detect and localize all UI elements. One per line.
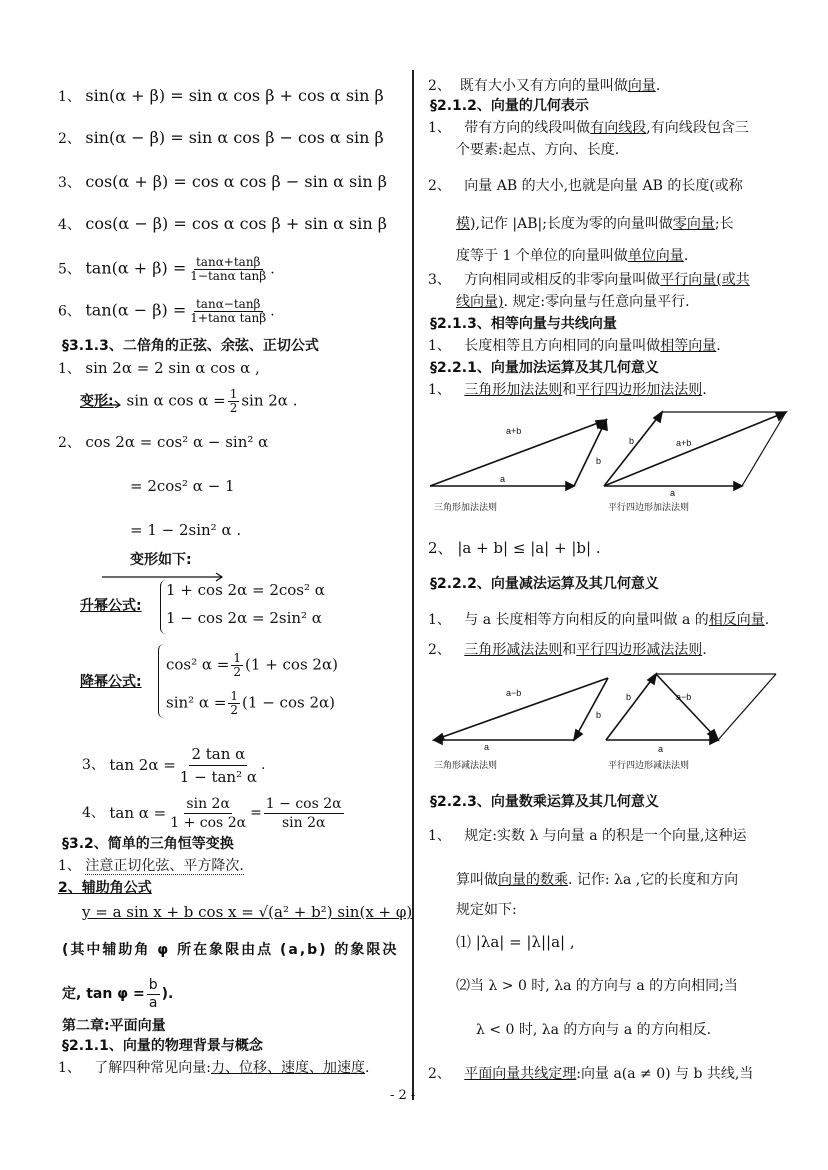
item-number: 1、 bbox=[428, 828, 451, 844]
chapter-title: 第二章:平面向量 bbox=[62, 1018, 166, 1034]
note-text: ,有向线段包含三 bbox=[646, 120, 749, 136]
formula-text: cos² α = bbox=[166, 655, 230, 674]
list-item bbox=[58, 856, 244, 876]
formula-text: sin α cos α = bbox=[126, 391, 226, 410]
label-b: b bbox=[626, 692, 632, 702]
list-item bbox=[58, 1058, 369, 1078]
label-a: a bbox=[500, 474, 506, 484]
term: 单位向量 bbox=[627, 248, 684, 264]
note-text: ). bbox=[161, 986, 174, 1002]
double-angle-line-1 bbox=[58, 358, 260, 379]
label-a-minus-b: a−b bbox=[676, 692, 692, 702]
vector-types: 力、位移、速度、加速度 bbox=[211, 1060, 365, 1076]
vector-addition-figure bbox=[424, 402, 794, 520]
term: 有向线段 bbox=[590, 120, 647, 136]
note-text: :向量 a(a ≠ 0) 与 b 共线,当 bbox=[576, 1066, 754, 1082]
note-text: . bbox=[764, 612, 770, 628]
formula-text: cos 2α = cos² α − sin² α bbox=[85, 433, 269, 451]
item-number: 1、 bbox=[428, 382, 451, 398]
figure-caption: 平行四边形加法法则 bbox=[608, 502, 690, 512]
auxiliary-angle-note-1: (其中辅助角 φ 所在象限由点 (a,b) 的象限决 bbox=[62, 942, 399, 958]
fraction bbox=[231, 652, 243, 679]
column-divider bbox=[412, 70, 414, 1100]
item-number: 2、 bbox=[428, 78, 451, 94]
term: 三角形加法法则 bbox=[464, 382, 563, 398]
tan-double-angle bbox=[82, 740, 265, 790]
fraction bbox=[228, 388, 240, 415]
vector-b bbox=[606, 674, 656, 740]
list-item-continuation bbox=[456, 292, 690, 312]
lower-power-label: 降幂公式: bbox=[80, 674, 142, 690]
fraction-denominator: 1+tanα tanβ bbox=[190, 311, 267, 325]
list-item bbox=[428, 1064, 753, 1084]
list-item bbox=[428, 610, 769, 630]
label-b: b bbox=[596, 710, 602, 720]
term: 相反向量 bbox=[708, 612, 765, 628]
auxiliary-angle-formula: y = a sin x + b cos x = √(a² + b²) sin(x + φ) bbox=[82, 903, 413, 921]
list-item bbox=[428, 380, 707, 400]
label-a-plus-b: a+b bbox=[676, 438, 692, 448]
double-angle-line-2b: = 2cos² α − 1 bbox=[130, 477, 235, 495]
term: 相等向量 bbox=[660, 338, 717, 354]
note-text: . bbox=[655, 78, 661, 94]
note-text: 注意正切化弦、平方降次. bbox=[85, 858, 244, 874]
fraction-denominator: 1 + cos 2α bbox=[170, 814, 247, 831]
formula-text: sin 2α . bbox=[241, 391, 298, 410]
label-a: a bbox=[670, 488, 676, 498]
double-angle-line-2c: = 1 − 2sin² α . bbox=[130, 521, 242, 539]
term: 向量 bbox=[627, 78, 656, 94]
fraction bbox=[264, 795, 344, 832]
term: 模 bbox=[456, 216, 470, 232]
list-item-continuation bbox=[456, 214, 734, 234]
vector-a-minus-b bbox=[656, 674, 718, 740]
fraction-denominator: 2 bbox=[233, 665, 242, 679]
fraction-numerator: tanα+tanβ bbox=[195, 255, 261, 269]
raise-power-label: 升幂公式: bbox=[80, 598, 142, 614]
item-number: 2、 bbox=[428, 539, 453, 557]
fraction-numerator: b bbox=[148, 976, 158, 993]
note-text: 了解四种常见向量: bbox=[94, 1060, 211, 1076]
item-number: 6、 bbox=[58, 303, 81, 320]
term: 平行四边形加法法则 bbox=[576, 382, 703, 398]
fraction-numerator: sin 2α bbox=[186, 795, 230, 812]
formula-line-1 bbox=[58, 86, 384, 107]
formula-text: |a + b| ≤ |a| + |b| . bbox=[457, 539, 601, 557]
auxiliary-angle-title: 2、辅助角公式 bbox=[58, 880, 152, 896]
item-number: 4、 bbox=[58, 217, 81, 233]
formula-line-3 bbox=[58, 172, 387, 193]
term: 平行向量(或共 bbox=[660, 272, 750, 288]
formula-end: . bbox=[270, 261, 275, 278]
auxiliary-angle-note-2 bbox=[62, 976, 173, 1012]
double-angle-line-2 bbox=[58, 432, 268, 453]
figure-caption: 平行四边形减法法则 bbox=[608, 760, 690, 770]
item-number: 5、 bbox=[58, 261, 81, 278]
label-a: a bbox=[658, 744, 664, 754]
formula-text: sin² α = bbox=[166, 693, 227, 712]
fraction-numerator: 2 tan α bbox=[189, 743, 247, 766]
note-text: 长度相等且方向相同的向量叫做 bbox=[464, 338, 661, 354]
label-b: b bbox=[596, 456, 602, 466]
item-number: 1、 bbox=[428, 612, 451, 628]
note-text: 与 a 长度相等方向相反的向量叫做 a 的 bbox=[464, 612, 709, 628]
item-number: 1、 bbox=[428, 120, 451, 136]
note-text: 既有大小又有方向的量叫做 bbox=[459, 78, 628, 94]
item-number: 1、 bbox=[58, 1060, 81, 1076]
arrowhead bbox=[434, 734, 444, 740]
item-number: 3、 bbox=[82, 757, 105, 773]
brace-icon bbox=[158, 644, 165, 718]
list-item bbox=[428, 270, 750, 290]
rule-ii-a: ⑵当 λ > 0 时, λa 的方向与 a 的方向相同;当 bbox=[456, 978, 738, 994]
tan-half-angle bbox=[82, 792, 346, 834]
term: 平行四边形减法法则 bbox=[576, 642, 703, 658]
term: 向量的数乘 bbox=[498, 872, 568, 888]
formula-text: tan(α − β) = bbox=[85, 300, 187, 320]
lower-power-formula-2 bbox=[166, 690, 335, 717]
formula-text: tan(α + β) = bbox=[85, 258, 187, 278]
rule-i: ⑴ |λa| = |λ||a| , bbox=[456, 933, 575, 951]
section-heading-2-2-1: §2.2.1、向量加法运算及其几何意义 bbox=[430, 360, 659, 376]
note-text: 规定:实数 λ 与向量 a 的积是一个向量,这种运 bbox=[464, 828, 747, 844]
formula-text: (1 + cos 2α) bbox=[245, 655, 338, 674]
fraction-numerator: 1 bbox=[233, 651, 242, 665]
lower-power-formula-1 bbox=[166, 652, 338, 679]
fraction bbox=[188, 298, 268, 325]
figure-caption: 三角形加法法则 bbox=[434, 502, 498, 512]
label-b: b bbox=[629, 436, 635, 446]
note-text: . bbox=[702, 642, 707, 658]
list-item bbox=[428, 640, 707, 660]
formula-text: sin(α + β) = sin α cos β + cos α sin β bbox=[85, 86, 384, 105]
item-number: 1、 bbox=[58, 89, 81, 105]
term: 三角形减法法则 bbox=[464, 642, 563, 658]
term: 线向量) bbox=[456, 294, 504, 310]
formula-end: . bbox=[270, 303, 275, 320]
item-number: 2、 bbox=[428, 642, 451, 658]
fraction-numerator: tanα−tanβ bbox=[195, 297, 261, 311]
item-number: 1、 bbox=[58, 361, 81, 377]
figure-caption: 三角形减法法则 bbox=[434, 760, 498, 770]
item-number: 3、 bbox=[428, 272, 451, 288]
raise-power-formula-1: 1 + cos 2α = 2cos² α bbox=[166, 581, 325, 599]
note-text: 和 bbox=[562, 382, 577, 398]
vector-a-plus-b bbox=[604, 412, 786, 486]
section-heading-2-2-3: §2.2.3、向量数乘运算及其几何意义 bbox=[430, 794, 659, 810]
note-text: 带有方向的线段叫做 bbox=[464, 120, 591, 136]
list-item-continuation: 规定如下: bbox=[456, 902, 517, 918]
arrowhead bbox=[776, 412, 786, 420]
note-text: 定, tan φ = bbox=[62, 986, 145, 1002]
section-heading-3-2: §3.2、简单的三角恒等变换 bbox=[62, 836, 234, 852]
note-text: ;长 bbox=[714, 216, 734, 232]
fraction-denominator: 1−tanα tanβ bbox=[190, 269, 267, 283]
note-text: . bbox=[683, 248, 689, 264]
note-text: 方向相同或相反的非零向量叫做 bbox=[464, 272, 661, 288]
list-item bbox=[428, 336, 721, 356]
note-text: 向量 AB 的大小,也就是向量 AB 的长度(或称 bbox=[464, 178, 743, 194]
fraction-denominator: 2 bbox=[230, 703, 239, 717]
list-item bbox=[428, 826, 746, 846]
note-text: . 记作: λa ,它的长度和方向 bbox=[568, 872, 739, 888]
list-item bbox=[428, 76, 660, 96]
item-number: 2、 bbox=[58, 435, 81, 451]
formula-text: cos(α + β) = cos α cos β − sin α sin β bbox=[85, 172, 387, 191]
fraction-denominator: 1 − tan² α bbox=[179, 767, 257, 786]
section-heading-2-2-2: §2.2.2、向量减法运算及其几何意义 bbox=[430, 576, 659, 592]
note-text: 度等于 1 个单位的向量叫做 bbox=[456, 248, 628, 264]
variant-heading: 变形如下: bbox=[130, 552, 192, 568]
section-heading-2-1-3: §2.1.3、相等向量与共线向量 bbox=[430, 316, 617, 332]
item-number: 3、 bbox=[58, 175, 81, 191]
fraction-numerator: 1 − cos 2α bbox=[265, 795, 342, 812]
formula-line-4 bbox=[58, 214, 387, 235]
section-heading-3-1-3: §3.1.3、二倍角的正弦、余弦、正切公式 bbox=[62, 338, 319, 354]
fraction bbox=[178, 743, 259, 788]
item-number: 2、 bbox=[428, 1066, 451, 1082]
note-text: ),记作 |AB|;长度为零的向量叫做 bbox=[470, 216, 673, 232]
fraction-denominator: 2 bbox=[229, 401, 238, 415]
item-number: 1、 bbox=[58, 858, 81, 874]
note-text: . 规定:零向量与任意向量平行. bbox=[503, 294, 690, 310]
vector-b bbox=[574, 678, 608, 740]
variant-line bbox=[80, 388, 297, 415]
arrow-icon bbox=[100, 396, 122, 408]
formula-text: cos(α − β) = cos α cos β + sin α sin β bbox=[85, 214, 387, 233]
arrowhead bbox=[566, 482, 574, 490]
page-number: - 2 - bbox=[390, 1088, 416, 1103]
fraction-denominator: a bbox=[148, 994, 158, 1011]
item-number: 4、 bbox=[82, 805, 105, 821]
fraction-numerator: 1 bbox=[229, 387, 238, 401]
item-number: 2、 bbox=[58, 131, 81, 147]
term: 平面向量共线定理 bbox=[464, 1066, 577, 1082]
fraction bbox=[188, 256, 268, 283]
formula-text: tan 2α = bbox=[109, 756, 176, 774]
item-number: 1、 bbox=[428, 338, 451, 354]
formula-text: (1 − cos 2α) bbox=[242, 693, 335, 712]
note-text: . bbox=[702, 382, 707, 398]
arrowhead bbox=[734, 482, 742, 490]
list-item-continuation: 个要素:起点、方向、长度. bbox=[456, 142, 620, 158]
note-text: . bbox=[365, 1060, 370, 1076]
list-item bbox=[428, 176, 743, 196]
label-a-plus-b: a+b bbox=[506, 426, 522, 436]
list-item-continuation bbox=[456, 870, 738, 890]
formula-end: . bbox=[261, 757, 266, 773]
section-heading-2-1-2: §2.1.2、向量的几何表示 bbox=[430, 98, 589, 114]
fraction-denominator: sin 2α bbox=[281, 814, 326, 831]
formula-text: = bbox=[250, 805, 262, 821]
vector-subtraction-figure bbox=[424, 672, 794, 776]
list-item bbox=[428, 118, 749, 138]
formula-text: sin(α − β) = sin α cos β − cos α sin β bbox=[85, 128, 384, 147]
raise-power-formula-2: 1 − cos 2α = 2sin² α bbox=[166, 609, 322, 627]
section-heading-2-1-1: §2.1.1、向量的物理背景与概念 bbox=[62, 1038, 263, 1054]
fraction-numerator: 1 bbox=[230, 689, 239, 703]
variant-label: 变形: bbox=[80, 393, 114, 410]
arrowhead bbox=[574, 730, 582, 740]
fraction bbox=[168, 795, 248, 832]
note-text: 和 bbox=[562, 642, 577, 658]
list-item bbox=[428, 538, 601, 558]
rule-ii-b: λ < 0 时, λa 的方向与 a 的方向相反. bbox=[476, 1022, 712, 1038]
item-number: 2、 bbox=[428, 178, 451, 194]
label-a-minus-b: a−b bbox=[506, 688, 522, 698]
note-text: . bbox=[716, 338, 721, 354]
fraction bbox=[228, 690, 240, 717]
label-a: a bbox=[484, 742, 490, 752]
note-text: 算叫做 bbox=[456, 872, 498, 888]
list-item-continuation bbox=[456, 246, 688, 266]
formula-line-5 bbox=[58, 256, 275, 283]
fraction bbox=[147, 977, 160, 1012]
formula-text: tan α = bbox=[109, 804, 167, 822]
formula-text: sin 2α = 2 sin α cos α , bbox=[85, 359, 260, 377]
formula-line-2 bbox=[58, 128, 384, 149]
term: 零向量 bbox=[672, 216, 715, 232]
formula-line-6 bbox=[58, 298, 275, 325]
